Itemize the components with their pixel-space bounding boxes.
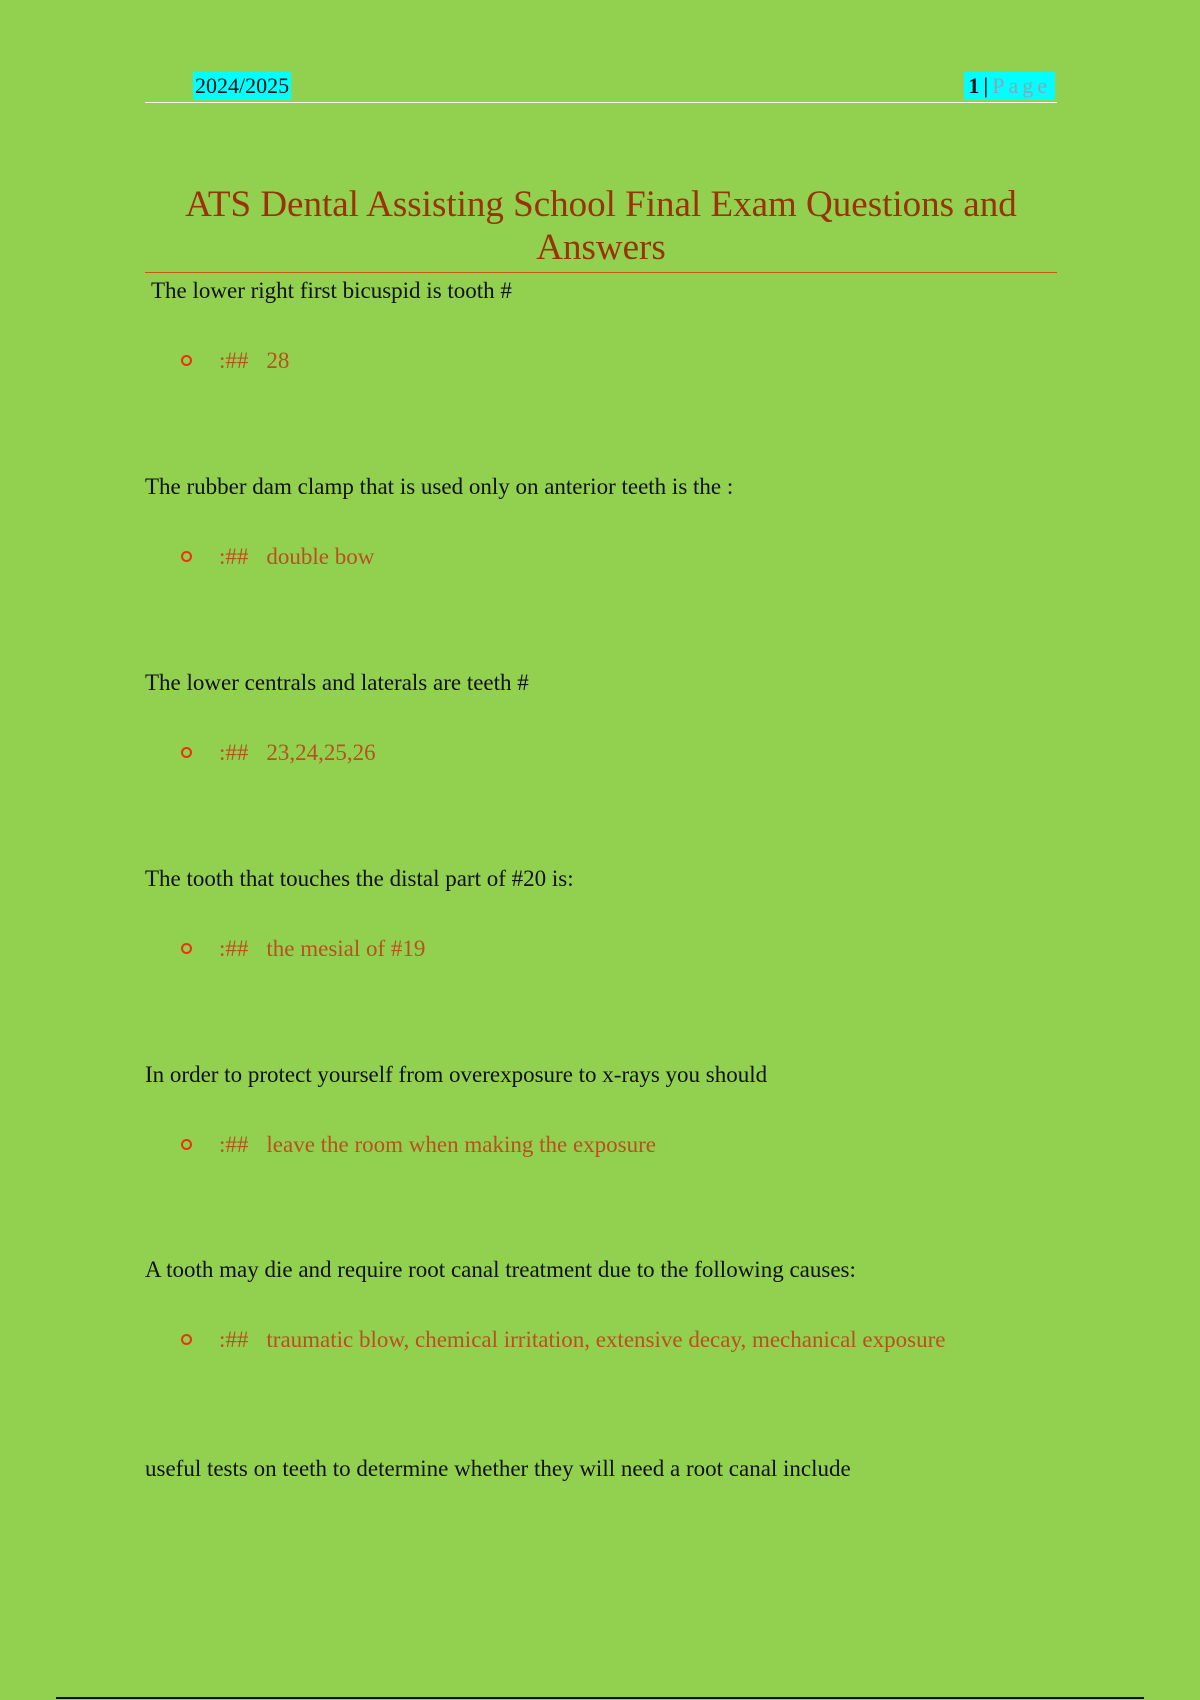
answer-line (145, 934, 1065, 964)
qa-item-1 (145, 276, 1065, 376)
question-text: useful tests on teeth to determine whether they will need a root canal include (145, 1456, 851, 1481)
page-header (145, 70, 1057, 103)
answer-prefix: :## (219, 740, 249, 765)
circle-bullet-icon (181, 1334, 192, 1345)
page-number: 1 (968, 73, 980, 98)
question-text: The rubber dam clamp that is used only on anterior teeth is the : (145, 474, 734, 499)
circle-bullet-icon (181, 943, 192, 954)
answer-prefix: :## (219, 1327, 249, 1352)
question-text: A tooth may die and require root canal treatment due to the following causes: (145, 1257, 856, 1282)
answer-text: double bow (266, 544, 375, 569)
answer-line (145, 346, 1065, 376)
page-label: Page (992, 73, 1051, 98)
qa-item-4 (145, 864, 1065, 964)
answer-text: 28 (266, 348, 290, 373)
question-text: The tooth that touches the distal part of #20 is: (145, 866, 574, 891)
answer-prefix: :## (219, 1132, 249, 1157)
circle-bullet-icon (181, 1139, 192, 1150)
question-text: In order to protect yourself from overexposure to x-rays you should (145, 1062, 768, 1087)
qa-item-7 (145, 1454, 1065, 1484)
answer-prefix: :## (219, 544, 249, 569)
qa-item-6 (145, 1255, 1065, 1355)
document-title: ATS Dental Assisting School Final Exam Questions and Answers (145, 183, 1057, 273)
question-text: The lower right first bicuspid is tooth # (151, 278, 512, 303)
answer-prefix: :## (219, 936, 249, 961)
answer-line (145, 738, 1065, 768)
page-separator: | (983, 73, 989, 98)
answer-text: traumatic blow, chemical irritation, extensive decay, mechanical exposure (266, 1327, 946, 1352)
answer-line (145, 1325, 1065, 1355)
circle-bullet-icon (181, 747, 192, 758)
qa-item-2 (145, 472, 1065, 572)
footer-divider (56, 1697, 1144, 1699)
answer-prefix: :## (219, 348, 249, 373)
header-page-number (964, 72, 1055, 100)
answer-text: 23,24,25,26 (266, 740, 376, 765)
answer-line (145, 542, 1065, 572)
answer-line (145, 1130, 1065, 1160)
circle-bullet-icon (181, 355, 192, 366)
question-text: The lower centrals and laterals are teeth # (145, 670, 529, 695)
qa-item-5 (145, 1060, 1065, 1160)
answer-text: leave the room when making the exposure (266, 1132, 656, 1157)
qa-item-3 (145, 668, 1065, 768)
answer-text: the mesial of #19 (266, 936, 426, 961)
circle-bullet-icon (181, 551, 192, 562)
header-year: 2024/2025 (195, 73, 290, 98)
